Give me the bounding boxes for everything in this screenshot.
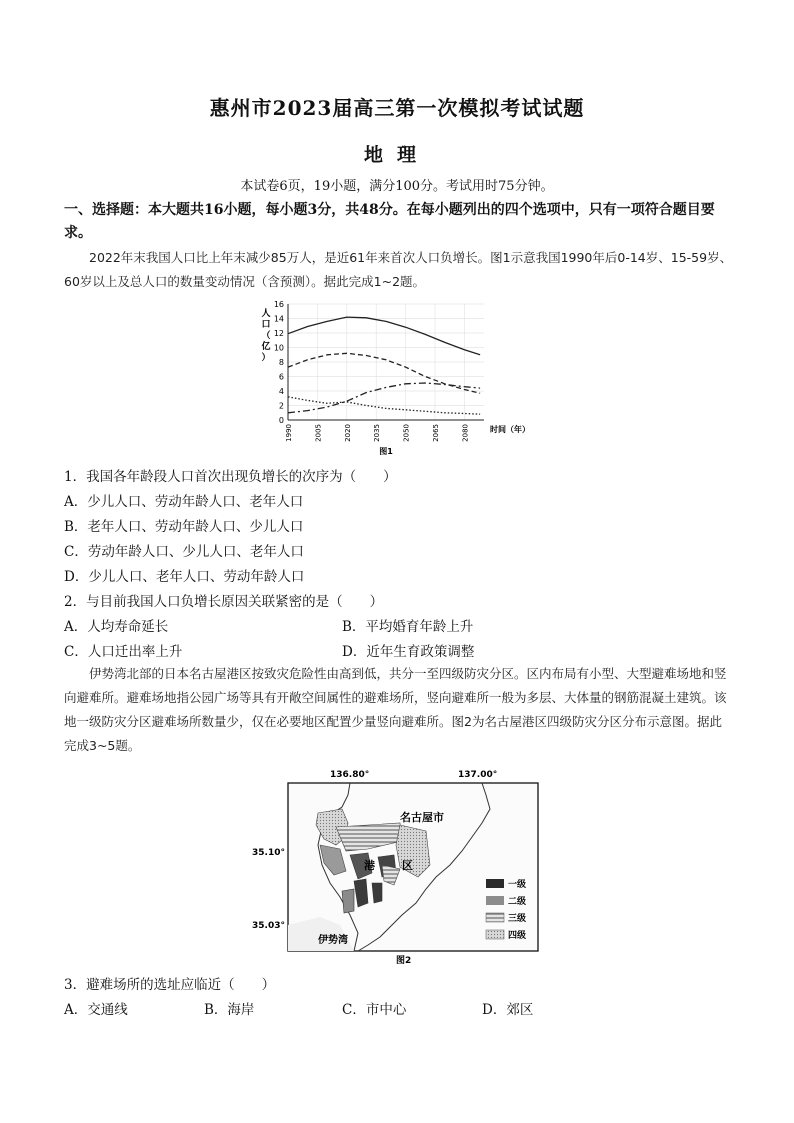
series-line-1: [288, 317, 480, 355]
question-3-option-a[interactable]: A．交通线: [64, 1002, 128, 1018]
lat-label-2: 35.03°: [252, 921, 285, 931]
question-3-option-b[interactable]: B．海岸: [204, 1002, 255, 1018]
figure-1-caption: 图1: [379, 447, 393, 456]
y-tick-label: 4: [278, 387, 284, 396]
question-1-stem: 1．我国各年龄段人口首次出现负增长的次序为（ ）: [64, 469, 397, 485]
series-line-3: [288, 383, 480, 413]
legend-swatch-3: [486, 913, 504, 922]
x-tick-label: 2035: [373, 424, 382, 442]
y-tick-label: 0: [278, 416, 284, 425]
y-axis-label-char: 亿: [261, 342, 271, 352]
lat-label-1: 35.10°: [252, 848, 285, 858]
series-line-2: [288, 353, 480, 393]
legend-swatch-1: [486, 879, 504, 888]
x-tick-label: 2005: [314, 424, 323, 442]
legend-label-4: 四级: [508, 931, 527, 941]
legend-label-2: 二级: [508, 897, 527, 907]
legend-label-1: 一级: [508, 880, 527, 890]
question-3-option-c[interactable]: C．市中心: [342, 1002, 407, 1018]
y-tick-label: 2: [278, 401, 284, 411]
y-tick-label: 10: [273, 343, 284, 353]
port-label-2: 区: [402, 859, 413, 872]
question-3-option-d[interactable]: D．郊区: [482, 1002, 534, 1018]
question-2-option-a[interactable]: A．人均寿命延长: [64, 619, 169, 635]
zone-level-1: [372, 883, 382, 903]
x-tick-label: 2065: [432, 424, 440, 442]
x-tick-label: 2080: [461, 424, 470, 442]
question-2-stem: 2．与目前我国人口负增长原因关联紧密的是（ ）: [64, 594, 384, 610]
y-axis-label-char: ）: [261, 353, 271, 363]
exam-title: 惠州市2023届高三第一次模拟考试试题: [209, 96, 585, 120]
y-tick-label: 6: [278, 372, 284, 382]
figure-1: [258, 298, 538, 458]
lon-label-1: 136.80°: [330, 770, 370, 780]
question-1-option-c[interactable]: C．劳动年龄人口、少儿人口、老年人口: [64, 544, 304, 560]
question-1-option-a[interactable]: A．少儿人口、劳动年龄人口、老年人口: [64, 494, 304, 510]
y-tick-label: 14: [273, 314, 284, 324]
question-1-option-b[interactable]: B．老年人口、劳动年龄人口、少儿人口: [64, 519, 304, 535]
lon-label-2: 137.00°: [458, 770, 498, 780]
nagoya-zone-map: [250, 765, 540, 965]
city-label: 名古屋市: [400, 811, 444, 824]
y-axis-label-char: 人: [261, 309, 271, 319]
y-tick-label: 12: [273, 329, 284, 338]
passage-1: 2022年末我国人口比上年末减少85万人，是近61年来首次人口负增长。图1示意我国1990年后0-14岁、15-59岁、60岁以上及总人口的数量变动情况（含预测）。据此完成1~2题。: [64, 250, 733, 289]
exam-info: 本试卷6页，19小题，满分100分。考试用时75分钟。: [240, 179, 554, 194]
question-2-option-b[interactable]: B．平均婚育年龄上升: [342, 619, 474, 635]
question-2-option-d[interactable]: D．近年生育政策调整: [342, 644, 475, 660]
population-chart: [258, 298, 538, 458]
question-1-option-d[interactable]: D．少儿人口、老年人口、劳动年龄人口: [64, 569, 305, 585]
passage-2: 伊势湾北部的日本名古屋港区按致灾危险性由高到低，共分一至四级防灾分区。区内布局有小型、大型避难场地和竖向避难所。避难场地指公园广场等具有开敞空间属性的避难场所，竖向避难所一般为多层、大体量的钢筋混凝土建筑。该地一级防灾分区避难场所数量少，仅在必要地区配置少量竖向避难所。图2为名古屋港区四级防灾分区分布示意图。据此完成3~5题。: [64, 666, 727, 753]
y-tick-label: 16: [273, 300, 284, 309]
subject-title: 地理: [363, 144, 430, 166]
section-heading: 一、选择题：本大题共16小题，每小题3分，共48分。在每小题列出的四个选项中，只有一项符合题目要求。: [64, 202, 715, 241]
question-3-stem: 3．避难场所的选址应临近（ ）: [64, 977, 276, 993]
y-axis-label-char: （: [261, 331, 271, 341]
legend-label-3: 三级: [508, 914, 527, 924]
x-axis-label: 时间（年）: [490, 425, 530, 434]
y-tick-label: 8: [278, 358, 284, 367]
bay-label: 伊势湾: [318, 935, 348, 946]
x-tick-label: 1990: [285, 424, 293, 442]
question-2-option-c[interactable]: C．人口迁出率上升: [64, 644, 183, 660]
port-label-1: 港: [364, 859, 375, 872]
x-tick-label: 2050: [402, 424, 411, 442]
x-tick-label: 2020: [343, 424, 352, 442]
figure-2: [250, 765, 540, 965]
legend-swatch-4: [486, 930, 504, 939]
legend-swatch-2: [486, 896, 504, 905]
figure-2-caption: 图2: [396, 956, 412, 965]
zone-level-2: [342, 889, 354, 913]
y-axis-label-char: 口: [261, 320, 271, 330]
